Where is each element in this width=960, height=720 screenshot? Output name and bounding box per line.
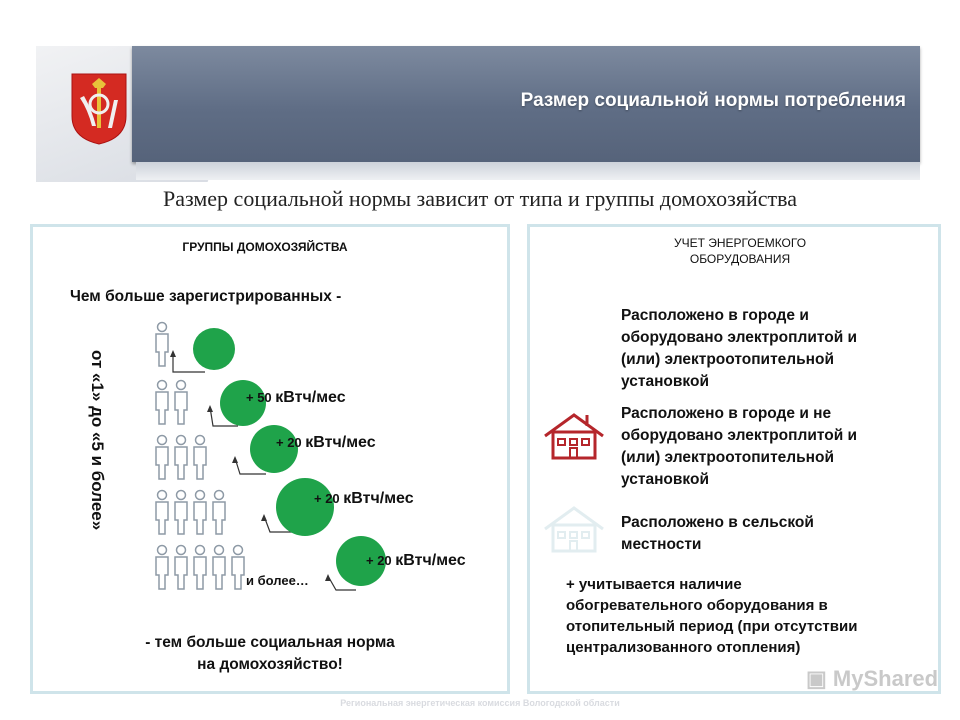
left-top-text: Чем больше зарегистрированных - xyxy=(70,288,342,305)
banner-strip xyxy=(136,162,920,180)
note-line: централизованного отопления) xyxy=(566,639,801,656)
increment-unit: кВтч/мес xyxy=(305,434,376,451)
vertical-range-text: от «1» до «5 и более» xyxy=(88,350,107,531)
house-red-icon xyxy=(543,412,605,460)
left-panel-heading: ГРУППЫ ДОМОХОЗЯЙСТВА xyxy=(182,240,348,254)
item-line: Расположено в городе и не xyxy=(621,405,832,422)
increment-value: + 20 xyxy=(276,435,302,450)
increment-label-3 xyxy=(314,490,414,508)
item-line: установкой xyxy=(621,471,709,488)
item-city-equipped xyxy=(621,305,857,393)
increment-value: + 20 xyxy=(366,553,392,568)
watermark-text: MyShared xyxy=(832,666,939,691)
item-city-not-equipped xyxy=(621,403,857,491)
item-line: оборудовано электроплитой и xyxy=(621,427,858,444)
item-line: оборудовано электроплитой и xyxy=(621,329,858,346)
note-line: обогревательного оборудования в xyxy=(566,597,828,614)
and-more-label: и более… xyxy=(246,573,309,588)
left-bottom-text-1: - тем больше социальная норма xyxy=(145,634,395,651)
item-line: (или) электроотопительной xyxy=(621,351,835,368)
increment-label-4 xyxy=(366,552,466,570)
footer-text: Региональная энергетическая комиссия Вологодской области xyxy=(340,698,620,708)
increment-value: + 50 xyxy=(246,390,272,405)
banner-dark-area xyxy=(132,46,920,162)
item-rural xyxy=(621,512,814,556)
watermark-icon: ▣ xyxy=(806,666,833,691)
header-banner xyxy=(36,46,920,182)
increment-label-2 xyxy=(276,434,376,452)
circle-1 xyxy=(193,328,235,370)
increment-value: + 20 xyxy=(314,491,340,506)
note-line: + учитывается наличие xyxy=(566,576,742,593)
item-line: местности xyxy=(621,536,702,553)
note-line: отопительный период (при отсутствии xyxy=(566,618,858,635)
increment-unit: кВтч/мес xyxy=(395,552,466,569)
right-heading-line-1: УЧЕТ ЭНЕРГОЕМКОГО xyxy=(673,236,807,250)
left-bottom-text-2: на домохозяйство! xyxy=(197,656,343,673)
item-line: Расположено в городе и xyxy=(621,307,809,324)
heating-note xyxy=(566,574,857,658)
item-line: установкой xyxy=(621,373,709,390)
increment-label-1 xyxy=(246,389,346,407)
page-title: Размер социальной нормы потребления xyxy=(520,90,906,111)
item-line: (или) электроотопительной xyxy=(621,449,835,466)
right-panel-heading xyxy=(580,235,900,267)
item-line: Расположено в сельской xyxy=(621,514,814,531)
house-light-icon xyxy=(543,505,605,553)
right-heading-line-2: ОБОРУДОВАНИЯ xyxy=(689,252,791,266)
coat-of-arms-icon xyxy=(70,70,128,146)
subtitle: Размер социальной нормы зависит от типа и группы домохозяйства xyxy=(162,186,798,211)
watermark xyxy=(806,666,938,692)
increment-unit: кВтч/мес xyxy=(343,490,414,507)
increment-unit: кВтч/мес xyxy=(275,389,346,406)
